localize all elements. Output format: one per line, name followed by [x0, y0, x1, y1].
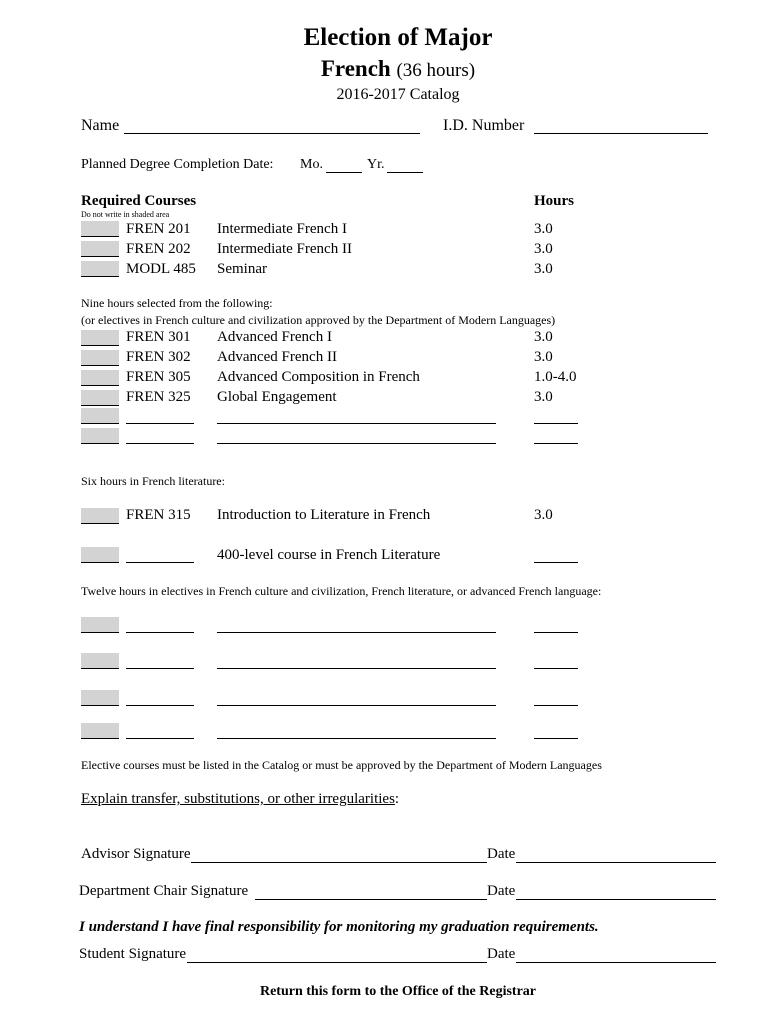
course-code-field[interactable] [126, 738, 194, 739]
shaded-box [81, 350, 119, 366]
shaded-box [81, 508, 119, 524]
shaded-box [81, 617, 119, 633]
student-signature-label: Student Signature [79, 946, 187, 962]
course-hours-field[interactable] [534, 632, 578, 633]
course-hours-field[interactable] [534, 668, 578, 669]
advisor-date-field[interactable] [516, 862, 716, 863]
course-code: FREN 301 [126, 329, 191, 345]
catalog-year: 2016-2017 Catalog [336, 86, 460, 103]
course-hours: 1.0-4.0 [534, 369, 577, 385]
course-code: FREN 202 [126, 241, 191, 257]
course-code: FREN 302 [126, 349, 191, 365]
course-title: Advanced French II [217, 349, 337, 365]
course-hours: 3.0 [534, 329, 553, 345]
major-hours: (36 hours) [396, 60, 476, 81]
major-title [0, 56, 770, 82]
shaded-box [81, 330, 119, 346]
course-hours: 3.0 [534, 349, 553, 365]
course-code-field[interactable] [126, 668, 194, 669]
course-title-field[interactable] [217, 443, 496, 444]
shaded-box [81, 653, 119, 669]
literature-intro: Six hours in French literature: [81, 474, 225, 488]
shaded-box [81, 390, 119, 406]
advisor-signature-field[interactable] [191, 862, 487, 863]
required-courses-heading: Required Courses [81, 193, 197, 209]
name-label: Name [81, 117, 120, 134]
elective-note: Elective courses must be listed in the Catalog or must be approved by the Department of Modern Languages [81, 758, 602, 772]
shade-note: Do not write in shaded area [81, 210, 170, 219]
course-hours: 3.0 [534, 389, 553, 405]
course-title: Intermediate French II [217, 241, 352, 257]
shaded-box [81, 547, 119, 563]
course-title: Global Engagement [217, 389, 337, 405]
course-code-field[interactable] [126, 705, 194, 706]
course-hours: 3.0 [534, 221, 553, 237]
course-title-field[interactable] [217, 705, 496, 706]
chair-signature-field[interactable] [255, 899, 487, 900]
student-date-field[interactable] [516, 962, 716, 963]
chair-signature-label: Department Chair Signature [79, 883, 249, 899]
id-number-field[interactable] [534, 133, 708, 134]
course-code: FREN 315 [126, 507, 191, 523]
course-title: Introduction to Literature in French [217, 507, 431, 523]
course-title-field[interactable] [217, 423, 496, 424]
shaded-box [81, 723, 119, 739]
shaded-box [81, 408, 119, 424]
shaded-box [81, 221, 119, 237]
completion-date-label: Planned Degree Completion Date: [81, 157, 274, 172]
course-hours-field[interactable] [534, 705, 578, 706]
month-field[interactable] [326, 172, 362, 173]
date-label: Date [487, 846, 516, 862]
course-code-field[interactable] [126, 423, 194, 424]
course-code-field[interactable] [126, 443, 194, 444]
course-hours: 3.0 [534, 261, 553, 277]
year-field[interactable] [387, 172, 423, 173]
major-name: French [320, 56, 391, 81]
course-code: MODL 485 [126, 261, 196, 277]
date-label: Date [487, 946, 516, 962]
course-hours-field[interactable] [534, 562, 578, 563]
course-title: Advanced French I [217, 329, 332, 345]
course-title: Advanced Composition in French [217, 369, 420, 385]
shaded-box [81, 241, 119, 257]
chair-date-field[interactable] [516, 899, 716, 900]
shaded-box [81, 690, 119, 706]
return-note: Return this form to the Office of the Registrar [259, 984, 537, 999]
advisor-signature-label: Advisor Signature [81, 846, 191, 862]
explain-label [81, 791, 399, 808]
nine-hours-note: (or electives in French culture and civilization approved by the Department of Modern Languages) [81, 313, 556, 327]
course-hours: 3.0 [534, 241, 553, 257]
shaded-box [81, 370, 119, 386]
date-label: Date [487, 883, 516, 899]
student-signature-field[interactable] [187, 962, 487, 963]
course-code: FREN 305 [126, 369, 191, 385]
course-hours: 3.0 [534, 507, 553, 523]
course-hours-field[interactable] [534, 738, 578, 739]
year-label: Yr. [367, 157, 385, 172]
course-title-field[interactable] [217, 668, 496, 669]
course-title-field[interactable] [217, 738, 496, 739]
course-hours-field[interactable] [534, 423, 578, 424]
hours-heading: Hours [534, 193, 575, 209]
course-title: 400-level course in French Literature [217, 547, 441, 563]
nine-hours-intro: Nine hours selected from the following: [81, 296, 273, 310]
shaded-box [81, 261, 119, 277]
responsibility-statement: I understand I have final responsibility for monitoring my graduation requirements. [79, 919, 599, 935]
name-field[interactable] [124, 133, 420, 134]
shaded-box [81, 428, 119, 444]
course-code-field[interactable] [126, 562, 194, 563]
course-code: FREN 201 [126, 221, 191, 237]
course-code-field[interactable] [126, 632, 194, 633]
month-label: Mo. [300, 157, 323, 172]
explain-colon: : [394, 791, 400, 807]
page-title: Election of Major [303, 24, 493, 51]
course-title: Intermediate French I [217, 221, 347, 237]
course-hours-field[interactable] [534, 443, 578, 444]
course-code: FREN 325 [126, 389, 191, 405]
course-title-field[interactable] [217, 632, 496, 633]
id-number-label: I.D. Number [443, 117, 525, 134]
electives-intro: Twelve hours in electives in French culture and civilization, French literature, or advanced French language: [81, 584, 602, 598]
explain-label-text: Explain transfer, substitutions, or other irregularities [81, 791, 395, 807]
course-title: Seminar [217, 261, 267, 277]
